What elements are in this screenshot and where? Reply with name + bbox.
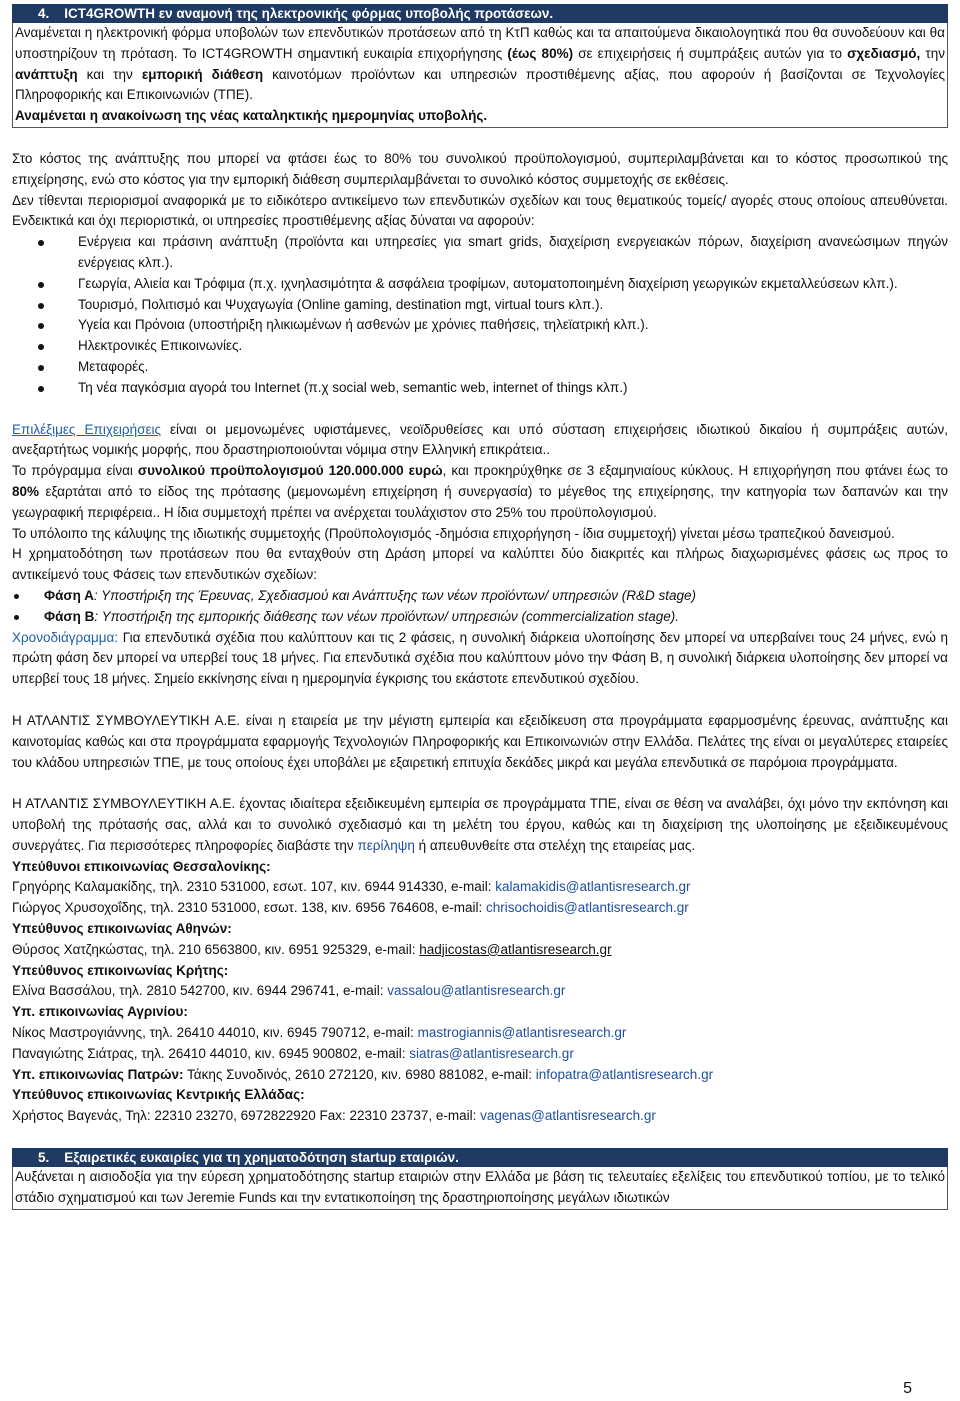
section-5-text: Αυξάνεται η αισιοδοξία για την εύρεση χρηματοδότησης startup εταιριών στην Ελλάδα με βάση τις τελευταίες εξελίξεις του επενδυτικού τοπίου, με το τελικό στάδιο σχηματισμού και των Jeremie Funds και την εντατικοποίηση της δραστηριοποίησης μεγάλων ιδιωτικών <box>15 1169 945 1205</box>
phase-text: : Υποστήριξη της εμπορικής διάθεσης των νέων προϊόντων/ υπηρεσιών (commercialization stage). <box>94 608 680 624</box>
intro-market: εμπορική διάθεση <box>141 66 264 82</box>
contact-line <box>12 940 948 961</box>
intro-mid2: την <box>920 45 945 61</box>
intro-design: σχεδιασμό, <box>847 45 921 61</box>
atlantis-text: Η ΑΤΛΑΝΤΙΣ ΣΥΜΒΟΥΛΕΥΤΙΚΗ Α.Ε. έχοντας ιδιαίτερα εξειδικευμένη εμπειρία σε προγράμματα ΤΠΕ, είναι σε θέση να αναλάβει, όχι μόνο την εκπόνηση και υποβολή της πρότασής σας, αλλά και το συνολικό σχεδιασμό και τη μελέτη του έργου, καθώς και τη διαχείριση της υλοποίησης με εξειδικευμένους συνεργάτες. Για περισσότερες πληροφορίες διαβάστε την <box>12 796 948 853</box>
intro-dev: ανάπτυξη <box>15 66 78 82</box>
contact-text: Θύρσος Χατζηκώστας, τηλ. 210 6563800, κιν. 6951 925329, e-mail: <box>12 941 420 957</box>
contact-line <box>12 1023 948 1044</box>
contact-text: Γιώργος Χρυσοχοΐδης, τηλ. 2310 531000, εσωτ. 138, κιν. 6956 764608, e-mail: <box>12 900 486 916</box>
list-item: Τουρισμό, Πολιτισμό και Ψυχαγωγία (Online gaming, destination mgt, virtual tours κλπ.). <box>12 295 948 316</box>
contacts-block <box>12 857 948 1127</box>
budget-total: συνολικού προϋπολογισμού 120.000.000 ευρώ <box>137 463 443 479</box>
contact-line-patras <box>12 1065 948 1086</box>
phase-a <box>12 586 948 607</box>
email-link[interactable]: vagenas@atlantisresearch.gr <box>480 1108 656 1124</box>
phase-b <box>12 607 948 628</box>
contact-text: Χρήστος Βαγενάς, Τηλ: 22310 23270, 6972822920 Fax: 22310 23737, e-mail: <box>12 1108 481 1124</box>
intro-text: Αναμένεται η ηλεκτρονική φόρμα υποβολών των επενδυτικών προτάσεων από τη ΚτΠ καθώς και τα απαιτούμενα δικαιολογητικά που θα συνοδεύουν και θα υποστηρίζουν τη πρόταση. Το ICT4GROWTH σημαντική ευκαιρία επιχορήγησης <box>15 25 945 61</box>
phase-label: Φάση Α <box>44 587 94 603</box>
deadline-note: Αναμένεται η ανακοίνωση της νέας καταληκτικής ημερομηνίας υποβολής. <box>15 108 488 124</box>
budget-pct: 80% <box>12 483 40 499</box>
contact-text: Παναγιώτης Σιάτρας, τηλ. 26410 44010, κιν. 6945 900802, e-mail: <box>12 1045 410 1061</box>
intro-mid3: και την <box>77 66 142 82</box>
schedule-paragraph <box>12 628 948 690</box>
schedule-text: Για επενδυτικά σχέδια που καλύπτουν και τις 2 φάσεις, η συνολική διάρκεια υλοποίησης δεν μπορεί να υπερβαίνει τους 24 μήνες, ενώ η πρώτη φάση δεν μπορεί να υπερβεί τους 18 μήνες. Για επενδυτικά σχέδια που καλύπτουν μόνο την Φάση Β, η συνολική διάρκεια υλοποίησης δεν μπορεί να υπερβεί τους 18 μήνες. Σημείο εκκίνησης είναι η ημερομηνία έγκρισης του εκάστοτε επενδυτικού σχεδίου. <box>12 629 948 687</box>
contact-text: Νίκος Μαστρογιάννης, τηλ. 26410 44010, κιν. 6945 790712, e-mail: <box>12 1025 418 1041</box>
contact-heading: Υπεύθυνοι επικοινωνίας Θεσσαλονίκης: <box>12 858 271 874</box>
limits-paragraph: Δεν τίθενται περιορισμοί αναφορικά με το ειδικότερο αντικείμενο των επενδυτικών σχεδίων και τους θεματικούς τομείς/ αγορές στους οποίους απευθύνεται. Ενδεικτικά και όχι περιοριστικά, οι υπηρεσίες προστιθέμενης αξίας δύναται να αφορούν: <box>12 192 948 229</box>
list-item: Ενέργεια και πράσινη ανάπτυξη (προϊόντα και υπηρεσίες για smart grids, διαχείριση ενεργειακών πόρων, διαχείριση ανανεώσιμων πηγών ενέργειας κλπ.). <box>12 232 948 274</box>
contact-line <box>12 981 948 1002</box>
email-link[interactable]: chrisochoidis@atlantisresearch.gr <box>485 900 689 916</box>
email-link[interactable]: hadjicostas@atlantisresearch.gr <box>419 941 612 957</box>
list-item: Ηλεκτρονικές Επικοινωνίες. <box>12 336 948 357</box>
contact-line <box>12 877 948 898</box>
email-link[interactable]: infopatra@atlantisresearch.gr <box>535 1066 714 1082</box>
atlantis-text-end: ή απευθυνθείτε στα στελέχη της εταιρείας μας. <box>414 837 696 853</box>
funding-paragraph: Η χρηματοδότηση των προτάσεων που θα ενταχθούν στη Δράση μπορεί να καλύπτει δύο διακριτές και πλήρως διαχωρισμένες φάσεις ως προς το αντικείμενό τους Φάσεις των επενδυτικών σχεδίων: <box>12 546 948 583</box>
budget-end: εξαρτάται από το είδος της πρότασης (μεμονωμένη επιχείρηση ή συνεργασία) το μέγεθος της επιχείρησης, την κατηγορία των δαπανών και την γεωγραφική περιφέρεια.. Η ίδια συμμετοχή πρέπει να ανέρχεται τουλάχιστον στο 25% του προϋπολογισμού. <box>12 483 948 520</box>
services-list <box>12 232 948 398</box>
email-link[interactable]: vassalou@atlantisresearch.gr <box>387 983 566 999</box>
budget-post: , και προκηρύχθηκε σε 3 εξαμηνιαίους κύκλους. Η επιχορήγηση που φτάνει έως το <box>442 463 948 479</box>
phases-list <box>12 586 948 628</box>
list-item: Μεταφορές. <box>12 357 948 378</box>
contact-heading: Υπεύθυνος επικοινωνίας Αθηνών: <box>12 921 232 937</box>
contact-heading: Υπεύθυνος επικοινωνίας Κεντρικής Ελλάδας: <box>12 1087 305 1103</box>
intro-end: καινοτόμων προϊόντων και υπηρεσιών προστιθέμενης αξίας, που αφορούν ή βασίζονται σε Τεχνολογίες Πληροφορικής και Επικοινωνιών (ΤΠΕ). <box>15 66 945 103</box>
email-link[interactable]: mastrogiannis@atlantisresearch.gr <box>417 1025 627 1041</box>
cost-paragraph: Στο κόστος της ανάπτυξης που μπορεί να φτάσει έως το 80% του συνολικού προϋπολογισμού, συμπεριλαμβάνεται και το κόστος προσωπικού της επιχείρησης, ενώ στο κόστος για την εμπορική διάθεση συμπεριλαμβάνεται το συνολικό κόστος συμμετοχής σε εκθέσεις. <box>12 150 948 187</box>
intro-mid1: σε επιχειρήσεις ή συμπράξεις αυτών για το <box>573 45 848 61</box>
eligible-text: είναι οι μεμονωμένες υφιστάμενες, νεοϊδρυθείσες και υπό σύσταση επιχειρήσεις ιδιωτικού δικαίου ή συμπράξεις αυτών, ανεξαρτήτως νομικής μορφής, που δραστηριοποιούνται νόμιμα στην Ελληνική επικράτεια.. <box>12 421 948 458</box>
section-5-heading: 5. Εξαιρετικές ευκαιρίες για τη χρηματοδότηση startup εταιριών. <box>12 1148 948 1167</box>
section-4-heading: 4. ICT4GROWTH εν αναμονή της ηλεκτρονικής φόρμας υποβολής προτάσεων. <box>12 4 948 23</box>
eligible-paragraph <box>12 420 948 462</box>
document-page <box>12 4 948 1210</box>
section-5-body <box>12 1167 948 1210</box>
atlantis-paragraph-1: Η ΑΤΛΑΝΤΙΣ ΣΥΜΒΟΥΛΕΥΤΙΚΗ Α.Ε. είναι η εταιρεία με την μέγιστη εμπειρία και εξειδίκευση στα προγράμματα εφαρμοσμένης έρευνας, ανάπτυξης και καινοτομίας καθώς και στα προγράμματα εφαρμογής Τεχνολογιών Πληροφορικής και Επικοινωνιών στην Ελλάδα. Πελάτες της είναι οι μεγαλύτερες εταιρείες του κλάδου υπηρεσιών ΤΠΕ, με τους οποίους έχει υποβάλει με εξαιρετική επιτυχία δεκάδες μικρά και μεγάλα επενδυτικά σε παρόμοια προγράμματα. <box>12 712 948 770</box>
contact-line <box>12 898 948 919</box>
atlantis-paragraph-2 <box>12 794 948 856</box>
intro-pct: (έως 80%) <box>507 45 574 61</box>
eligible-label: Επιλέξιμες Επιχειρήσεις <box>12 421 161 437</box>
contact-text: Γρηγόρης Καλαμακίδης, τηλ. 2310 531000, εσωτ. 107, κιν. 6944 914330, e-mail: <box>12 879 496 895</box>
budget-paragraph <box>12 461 948 523</box>
list-item: Υγεία και Πρόνοια (υποστήριξη ηλικιωμένων ή ασθενών με χρόνιες παθήσεις, τηλεϊατρική κλπ.). <box>12 315 948 336</box>
contact-text: Τάκης Συνοδινός, 2610 272120, κιν. 6980 881082, e-mail: <box>183 1066 536 1082</box>
phase-text: : Υποστήριξη της Έρευνας, Σχεδιασμού και Ανάπτυξης των νέων προϊόντων/ υπηρεσιών (R&D stage) <box>93 587 697 603</box>
phase-label: Φάση Β <box>44 608 95 624</box>
contact-heading: Υπ. επικοινωνίας Αγρινίου: <box>12 1004 188 1020</box>
remainder-paragraph: Το υπόλοιπο της κάλυψης της ιδιωτικής συμμετοχής (Προϋπολογισμός -δημόσια επιχορήγηση - ίδια συμμετοχή) γίνεται μέσω τραπεζικού δανεισμού. <box>12 525 895 541</box>
email-link[interactable]: siatras@atlantisresearch.gr <box>409 1045 574 1061</box>
email-link[interactable]: kalamakidis@atlantisresearch.gr <box>495 879 691 895</box>
summary-link[interactable]: περίληψη <box>357 837 415 853</box>
contact-line <box>12 1106 948 1127</box>
schedule-label: Χρονοδιάγραμμα: <box>12 629 119 645</box>
intro-paragraph <box>15 23 945 106</box>
page-number: 5 <box>903 1380 912 1397</box>
contact-heading: Υπεύθυνος επικοινωνίας Κρήτης: <box>12 962 229 978</box>
contact-line <box>12 1044 948 1065</box>
section-4-body <box>12 23 948 128</box>
budget-pre: Το πρόγραμμα είναι <box>12 463 138 479</box>
contact-text: Ελίνα Βασσάλου, τηλ. 2810 542700, κιν. 6944 296741, e-mail: <box>12 983 388 999</box>
contact-heading: Υπ. επικοινωνίας Πατρών: <box>12 1066 184 1082</box>
list-item: Τη νέα παγκόσμια αγορά του Internet (π.χ social web, semantic web, internet of things κλπ.) <box>12 378 948 399</box>
list-item: Γεωργία, Αλιεία και Τρόφιμα (π.χ. ιχνηλασιμότητα & ασφάλεια τροφίμων, αυτοματοποιημένη διαχείριση γεωργικών εκμεταλλεύσεων κλπ.). <box>12 274 948 295</box>
